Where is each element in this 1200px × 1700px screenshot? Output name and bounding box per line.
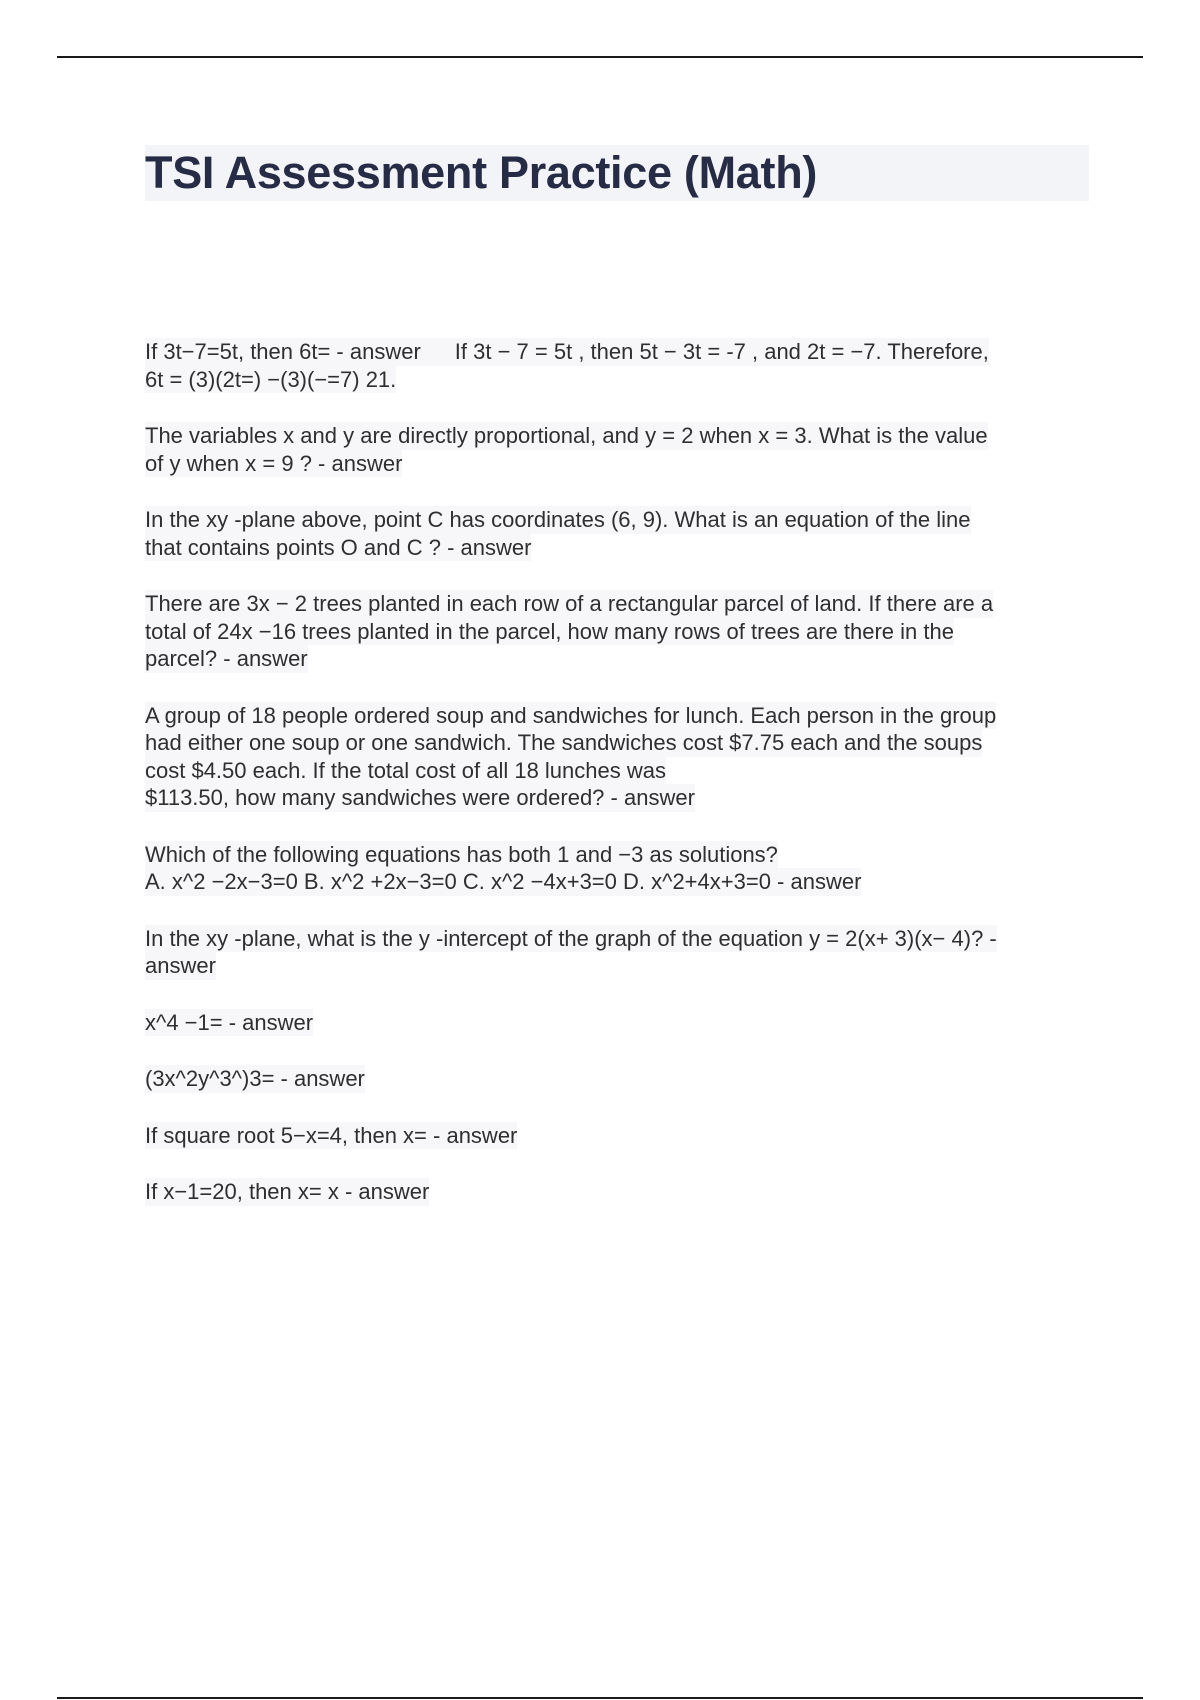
qa-item-7 — [145, 925, 1089, 980]
question-line: (3x^2y^3^)3= - answer — [145, 1066, 365, 1091]
question-line: that contains points O and C ? - answer — [145, 534, 532, 560]
qa-item-11 — [145, 1178, 1089, 1206]
qa-item-5 — [145, 702, 1089, 812]
question-line: x^4 −1= - answer — [145, 1009, 314, 1035]
question-line: If square root 5−x=4, then x= - answer — [145, 1122, 518, 1148]
question-line: cost $4.50 each. If the total cost of all 18 lunches was — [145, 757, 666, 783]
answer-text: If 3t − 7 = 5t , then 5t − 3t = -7 , and 2t = −7. Therefore, — [454, 339, 989, 364]
question-line: Which of the following equations has both 1 and −3 as solutions? — [145, 841, 778, 867]
qa-item-6 — [145, 841, 1089, 896]
footer-rule — [57, 1697, 1143, 1699]
qa-item-4 — [145, 590, 1089, 673]
question-text: If 3t−7=5t, then 6t= - answer — [145, 339, 421, 364]
qa-item-10 — [145, 1122, 1089, 1150]
header-rule — [57, 56, 1143, 58]
qa-item-2 — [145, 422, 1089, 477]
question-line: If x−1=20, then x= x - answer — [145, 1179, 430, 1204]
question-line: total of 24x −16 trees planted in the parcel, how many rows of trees are there in the — [145, 618, 954, 644]
qa-item-1 — [145, 338, 1089, 393]
question-line: In the xy -plane, what is the y -intercept of the graph of the equation y = 2(x+ 3)(x− 4)? - — [145, 925, 997, 951]
question-line: answer — [145, 953, 216, 978]
question-line: There are 3x − 2 trees planted in each row of a rectangular parcel of land. If there are a — [145, 591, 994, 616]
question-line: In the xy -plane above, point C has coordinates (6, 9). What is an equation of the line — [145, 507, 971, 532]
question-line: had either one soup or one sandwich. The sandwiches cost $7.75 each and the soups — [145, 730, 983, 755]
qa-item-8 — [145, 1009, 1089, 1037]
answer-text-continued: 6t = (3)(2t=) −(3)(−=7) 21. — [145, 366, 397, 392]
question-line: A group of 18 people ordered soup and sandwiches for lunch. Each person in the group — [145, 702, 997, 728]
question-line: The variables x and y are directly proportional, and y = 2 when x = 3. What is the value — [145, 423, 988, 448]
question-line: of y when x = 9 ? - answer — [145, 450, 403, 476]
document-title: TSI Assessment Practice (Math) — [145, 147, 818, 198]
question-line: $113.50, how many sandwiches were ordered? - answer — [145, 785, 695, 810]
qa-item-3 — [145, 506, 1089, 561]
question-line: A. x^2 −2x−3=0 B. x^2 +2x−3=0 C. x^2 −4x+3=0 D. x^2+4x+3=0 - answer — [145, 869, 862, 894]
qa-item-9 — [145, 1065, 1089, 1093]
question-line: parcel? - answer — [145, 646, 308, 671]
question-list — [145, 338, 1089, 1235]
